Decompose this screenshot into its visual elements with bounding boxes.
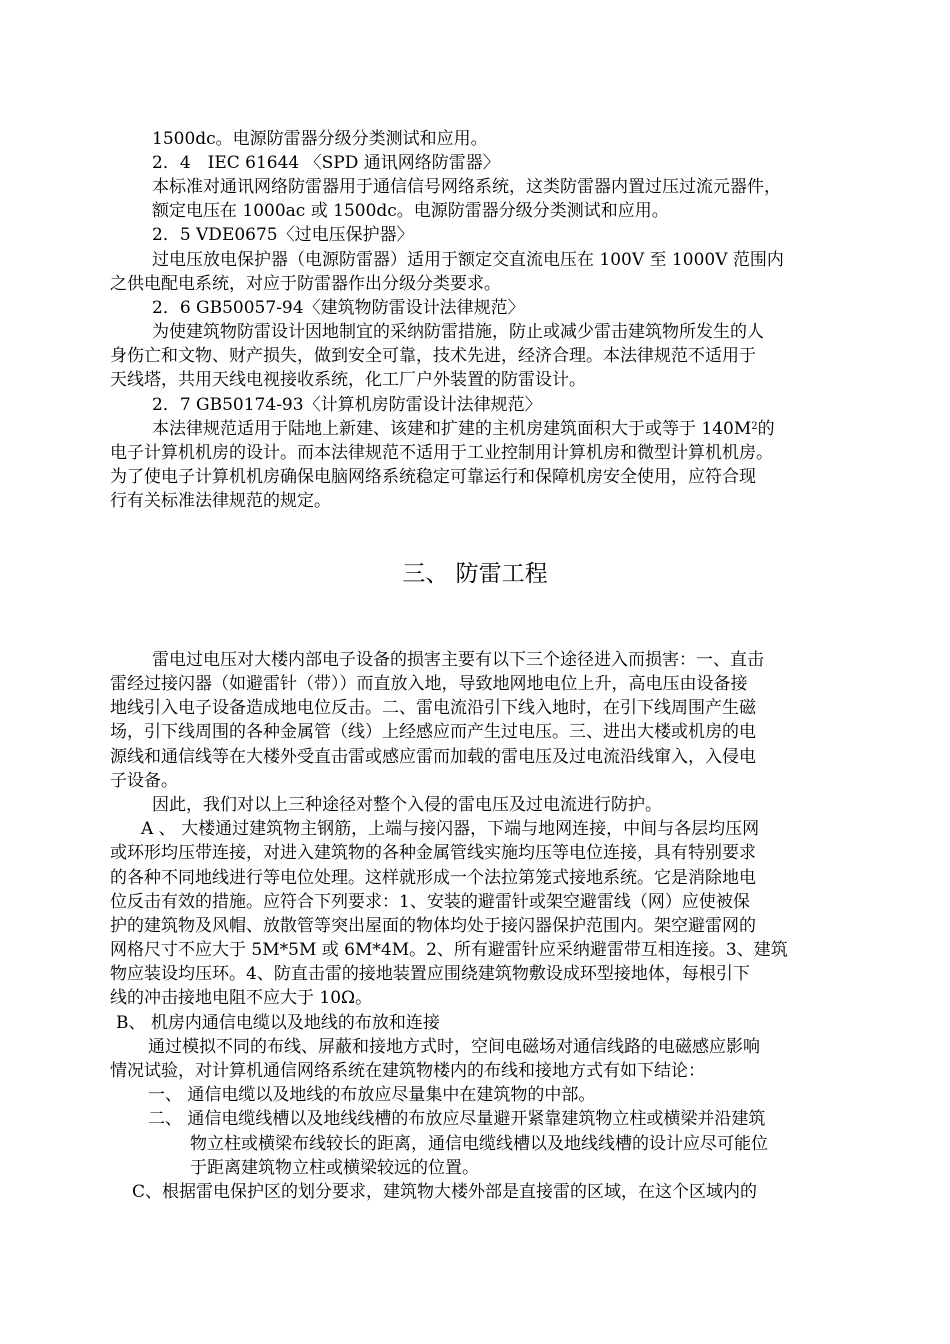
text-line (152, 417, 775, 441)
text-line: 因此，我们对以上三种途径对整个入侵的雷电压及过电流进行防护。 (152, 795, 662, 815)
text-line: 本标准对通讯网络防雷器用于通信信号网络系统，这类防雷器内置过压过流元器件， (152, 177, 781, 197)
text-line: 情况试验，对计算机通信网络系统在建筑物楼内的布线和接地方式有如下结论： (110, 1061, 705, 1081)
text-line: 雷经过接闪器（如避雷针（带））而直放入地，导致地网地电位上升，高电压由设备接 (110, 674, 748, 694)
text-line: 的各种不同地线进行等电位处理。这样就形成一个法拉第笼式接地系统。它是消除地电 (110, 868, 756, 888)
text-line: 护的建筑物及风帽、放散管等突出屋面的物体均处于接闪器保护范围内。架空避雷网的 (110, 916, 756, 936)
text-segment: 本法律规范适用于陆地上新建、该建和扩建的主机房建筑面积大于或等于 140M (152, 419, 752, 439)
list-item-b: B、 机房内通信电缆以及地线的布放和连接 (116, 1013, 440, 1033)
text-line: 1500dc。电源防雷器分级分类测试和应用。 (152, 129, 488, 149)
text-line: 或环形均压带连接，对进入建筑物的各种金属管线实施均压等电位连接，具有特别要求 (110, 843, 756, 863)
numbered-item-2: 二、 通信电缆线槽以及地线线槽的布放应尽量避开紧靠建筑物立柱或横梁并沿建筑 (148, 1109, 766, 1129)
text-line: 过电压放电保护器（电源防雷器）适用于额定交直流电压在 100V 至 1000V 范围内 (152, 250, 784, 270)
list-item-a: A 、 大楼通过建筑物主钢筋，上端与接闪器，下端与地网连接，中间与各层均压网 (141, 819, 760, 839)
subsection-heading: 2．7 GB50174-93〈计算机房防雷设计法律规范〉 (152, 395, 542, 415)
list-item-c: C、根据雷电保护区的划分要求，建筑物大楼外部是直接雷的区域，在这个区域内的 (132, 1182, 758, 1202)
text-line: 地线引入电子设备造成地电位反击。二、雷电流沿引下线入地时，在引下线周围产生磁 (110, 698, 756, 718)
subsection-heading: 2．4 IEC 61644 〈SPD 通讯网络防雷器〉 (152, 153, 500, 173)
text-line: 之供电配电系统，对应于防雷器作出分级分类要求。 (110, 274, 501, 294)
text-line: 额定电压在 1000ac 或 1500dc。电源防雷器分级分类测试和应用。 (152, 201, 669, 221)
text-line: 物立柱或横梁布线较长的距离，通信电缆线槽以及地线线槽的设计应尽可能位 (190, 1134, 768, 1154)
text-line: 网格尺寸不应大于 5M*5M 或 6M*4M。2、所有避雷针应采纳避雷带互相连接。3、建筑 (110, 940, 788, 960)
numbered-item-1: 一、 通信电缆以及地线的布放应尽量集中在建筑物的中部。 (148, 1085, 596, 1105)
text-line: 通过模拟不同的布线、屏蔽和接地方式时，空间电磁场对通信线路的电磁感应影响 (148, 1037, 760, 1057)
text-line: 行有关标准法律规范的规定。 (110, 491, 331, 511)
text-line: 电子计算机机房的设计。而本法律规范不适用于工业控制用计算机房和微型计算机机房。 (110, 443, 773, 463)
superscript: 2 (751, 421, 758, 432)
text-line: 雷电过电压对大楼内部电子设备的损害主要有以下三个途径进入而损害：一、直击 (152, 650, 764, 670)
text-segment: 的 (757, 419, 775, 439)
text-line: 为使建筑物防雷设计因地制宜的采纳防雷措施，防止或减少雷击建筑物所发生的人 (152, 322, 764, 342)
text-line: 为了使电子计算机机房确保电脑网络系统稳定可靠运行和保障机房安全使用，应符合现 (110, 467, 756, 487)
text-line: 子设备。 (110, 771, 178, 791)
text-line: 源线和通信线等在大楼外受直击雷或感应雷而加载的雷电压及过电流沿线窜入，入侵电 (110, 747, 756, 767)
subsection-heading: 2．5 VDE0675〈过电压保护器〉 (152, 225, 414, 245)
text-line: 于距离建筑物立柱或横梁较远的位置。 (190, 1158, 479, 1178)
text-line: 天线塔，共用天线电视接收系统，化工厂户外装置的防雷设计。 (110, 370, 586, 390)
section-heading: 三、 防雷工程 (402, 561, 548, 587)
text-line: 身伤亡和文物、财产损失，做到安全可靠，技术先进，经济合理。本法律规范不适用于 (110, 346, 756, 366)
text-line: 物应装设均压环。4、防直击雷的接地装置应围绕建筑物敷设成环型接地体，每根引下 (110, 964, 750, 984)
subsection-heading: 2．6 GB50057-94〈建筑物防雷设计法律规范〉 (152, 298, 525, 318)
text-line: 位反击有效的措施。应符合下列要求：1、安装的避雷针或架空避雷线（网）应使被保 (110, 892, 750, 912)
text-line: 线的冲击接地电阻不应大于 10Ω。 (110, 988, 373, 1008)
text-line: 场，引下线周围的各种金属管（线）上经感应而产生过电压。三、进出大楼或机房的电 (110, 722, 756, 742)
